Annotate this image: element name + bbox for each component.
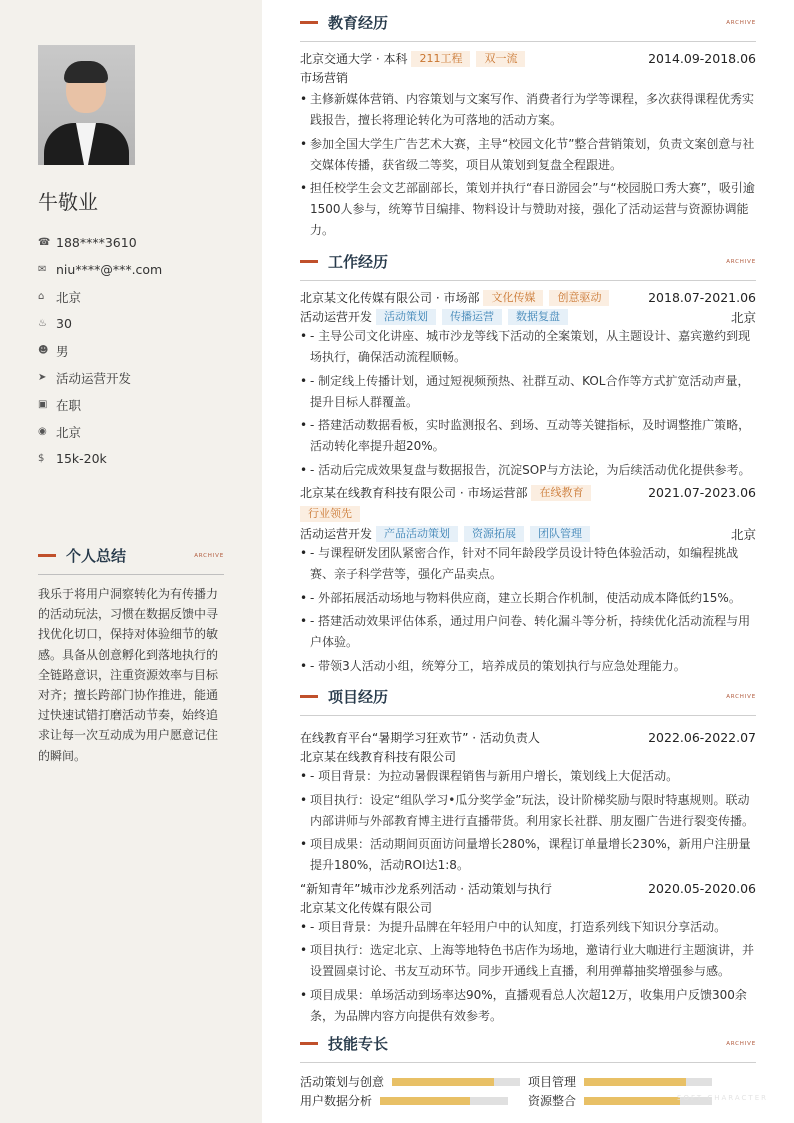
skill-item [300, 1092, 528, 1109]
summary-section [38, 545, 224, 766]
section-accent [300, 695, 318, 698]
project-date: 2022.06-2022.07 [648, 730, 756, 745]
skill-badge: 产品活动策划 [376, 526, 458, 542]
contact-text: 活动运营开发 [56, 370, 132, 386]
job-bullets [300, 543, 756, 677]
sidebar [0, 0, 262, 1123]
section-accent [300, 21, 318, 24]
job-role: 活动运营开发 [300, 527, 373, 541]
section-title: 技能专长 [328, 1035, 389, 1053]
contact-text: 男 [56, 343, 69, 359]
company-badge: 行业领先 [300, 506, 360, 522]
company-name: 北京某文化传媒有限公司 · 市场部 [300, 291, 480, 305]
contact-text: 30 [56, 316, 72, 331]
contact-text: 188****3610 [56, 235, 137, 250]
mail-icon: ✉ [38, 264, 47, 275]
candidate-name: 牛敬业 [38, 190, 98, 214]
divider [300, 41, 756, 42]
gender-icon: ☻ [38, 345, 49, 356]
skill-bar-fill [392, 1078, 494, 1086]
list-item: • - 项目背景：为提升品牌在年轻用户中的认知度，打造系列线下知识分享活动。 [300, 917, 756, 938]
skill-name: 资源整合 [528, 1094, 577, 1108]
skill-bar [584, 1078, 712, 1086]
list-item: • - 项目背景：为拉动暑假课程销售与新用户增长，策划线上大促活动。 [300, 766, 756, 787]
company-name: 北京某在线教育科技有限公司 · 市场运营部 [300, 486, 528, 500]
location-pin-icon: ◉ [38, 426, 47, 437]
project-entry [300, 728, 756, 876]
divider [300, 1062, 756, 1063]
summary-text: 我乐于将用户洞察转化为有传播力的活动玩法，习惯在数据反馈中寻找优化切口，保持对体验细节的敏感。具备从创意孵化到落地执行的全链路意识，注重资源效率与目标对齐；擅长跨部门协作推进，能通过快速试错打磨活动节奏，始终追求让每一次互动成为用户愿意记住的瞬间。 [38, 587, 219, 763]
contact-text: 15k-20k [56, 451, 107, 466]
section-title: 教育经历 [328, 14, 389, 32]
section-tag: ARCHIVE [726, 19, 756, 26]
skill-badge: 数据复盘 [508, 309, 568, 325]
education-section [300, 12, 756, 244]
divider [300, 715, 756, 716]
projects-section [300, 686, 756, 1029]
section-tag: ARCHIVE [726, 693, 756, 700]
contact-row [38, 310, 162, 337]
job-date: 2018.07-2021.06 [648, 290, 756, 305]
list-item: • - 主导公司文化讲座、城市沙龙等线下活动的全案策划，从主题设计、嘉宾邀约到现场执行，确保活动流程顺畅。 [300, 326, 756, 368]
company-badge: 文化传媒 [483, 290, 543, 306]
education-badge: 双一流 [476, 51, 525, 67]
list-item: • 项目执行：选定北京、上海等地特色书店作为场地，邀请行业大咖进行主题演讲，并设置圆桌讨论、书友互动环节。同步开通线上直播，利用弹幕抽奖增强参与感。 [300, 940, 756, 982]
project-date: 2020.05-2020.06 [648, 880, 756, 896]
job-entry [300, 483, 756, 677]
section-title: 个人总结 [66, 547, 127, 565]
list-item: • 项目执行：设定“组队学习•瓜分奖学金”玩法，设计阶梯奖励与限时特惠规则。联动内部讲师与外部教育博主进行直播带货。利用家长社群、朋友圈广告进行裂变传播。 [300, 790, 756, 832]
company-badge: 创意驱动 [549, 290, 609, 306]
salary-icon: $ [38, 453, 45, 464]
list-item: • 参加全国大学生广告艺术大赛，主导“校园文化节”整合营销策划，负责文案创意与社交媒体传播，获省级二等奖，项目从策划到复盘全程跟进。 [300, 134, 756, 176]
list-item: • - 带领3人活动小组，统筹分工，培养成员的策划执行与应急处理能力。 [300, 656, 756, 677]
list-item: • 项目成果：单场活动到场率达90%，直播观看总人次超12万，收集用户反馈300余条，为品牌内容方向提供有效参考。 [300, 985, 756, 1027]
project-entry [300, 879, 756, 1027]
project-bullets [300, 917, 756, 1027]
section-accent [300, 1042, 318, 1045]
list-item: • - 活动后完成效果复盘与数据报告，沉淀SOP与方法论，为后续活动优化提供参考。 [300, 460, 756, 481]
job-date: 2021.07-2023.06 [648, 485, 756, 500]
skill-badge: 团队管理 [530, 526, 590, 542]
contact-row [38, 229, 162, 256]
contact-text: 在职 [56, 397, 82, 413]
phone-icon: ☎ [38, 237, 51, 248]
contact-text: 北京 [56, 289, 82, 305]
section-tag: ARCHIVE [726, 258, 756, 265]
contact-row [38, 283, 162, 310]
education-date: 2014.09-2018.06 [648, 51, 756, 66]
job-role: 活动运营开发 [300, 310, 373, 324]
contact-row [38, 418, 162, 445]
list-item: • - 制定线上传播计划，通过短视频预热、社群互动、KOL合作等方式扩宽活动声量，提升目标人群覆盖。 [300, 371, 756, 413]
section-accent [38, 554, 56, 557]
company-badge: 在线教育 [531, 485, 591, 501]
skill-badge: 资源拓展 [464, 526, 524, 542]
list-item: • - 与课程研发团队紧密合作，针对不同年龄段学员设计特色体验活动，如编程挑战赛、亲子科学营等，强化产品卖点。 [300, 543, 756, 585]
major: 市场营销 [300, 71, 349, 85]
school-name: 北京交通大学 · 本科 [300, 52, 408, 66]
section-title: 工作经历 [328, 253, 389, 271]
skill-badge: 传播运营 [442, 309, 502, 325]
job-entry [300, 288, 756, 481]
list-item: • 担任校学生会文艺部副部长，策划并执行“春日游园会”与“校园脱口秀大赛”，吸引逾1500人参与，统筹节目编排、物料设计与赞助对接，强化了活动运营与资源协调能力。 [300, 178, 756, 241]
list-item: • 主修新媒体营销、内容策划与文案写作、消费者行为学等课程，多次获得课程优秀实践报告，擅长将理论转化为可落地的活动方案。 [300, 89, 756, 131]
send-icon: ➤ [38, 372, 47, 383]
skill-badge: 活动策划 [376, 309, 436, 325]
list-item: • - 搭建活动数据看板，实时监测报名、到场、互动等关键指标，及时调整推广策略，活动转化率提升超20%。 [300, 415, 756, 457]
contact-text: niu****@***.com [56, 262, 163, 277]
contact-text: 北京 [56, 424, 82, 440]
work-section [300, 251, 756, 679]
cake-icon: ♨ [38, 318, 47, 329]
section-title: 项目经历 [328, 688, 389, 706]
briefcase-icon: ▣ [38, 399, 48, 410]
job-city: 北京 [730, 309, 756, 325]
project-org: 北京某在线教育科技有限公司 [300, 750, 457, 764]
watermark: SOFT CHARACTER [677, 1094, 768, 1102]
divider [300, 280, 756, 281]
project-org: 北京某文化传媒有限公司 [300, 900, 433, 915]
skill-bar-fill [584, 1097, 680, 1105]
contact-row [38, 391, 162, 418]
section-tag: ARCHIVE [194, 552, 224, 559]
job-city: 北京 [730, 526, 756, 542]
education-bullets [300, 89, 756, 241]
profile-photo [38, 45, 135, 165]
list-item: • - 搭建活动效果评估体系，通过用户问卷、转化漏斗等分析，持续优化活动流程与用户体验。 [300, 611, 756, 653]
skill-name: 活动策划与创意 [300, 1075, 385, 1089]
list-item: • - 外部拓展活动场地与物料供应商，建立长期合作机制，使活动成本降低约15%。 [300, 588, 756, 609]
skill-name: 用户数据分析 [300, 1094, 373, 1108]
project-name: “新知青年”城市沙龙系列活动 · 活动策划与执行 [300, 881, 552, 896]
skill-bar-fill [380, 1097, 470, 1105]
contact-row [38, 256, 162, 283]
skill-bar [392, 1078, 520, 1086]
education-badge: 211工程 [411, 51, 470, 67]
contact-row [38, 445, 162, 472]
project-bullets [300, 766, 756, 876]
skill-item [300, 1073, 528, 1090]
section-tag: ARCHIVE [726, 1040, 756, 1047]
contact-info [38, 229, 162, 472]
home-icon: ⌂ [38, 291, 45, 302]
skill-item [528, 1073, 756, 1090]
list-item: • 项目成果：活动期间页面访问量增长280%，课程订单量增长230%，新用户注册量提升180%，活动ROI达1:8。 [300, 834, 756, 876]
section-accent [300, 260, 318, 263]
skill-bar-fill [584, 1078, 686, 1086]
contact-row [38, 337, 162, 364]
contact-row [38, 364, 162, 391]
skill-list [300, 1072, 756, 1110]
skill-bar [380, 1097, 508, 1105]
project-name: 在线教育平台“暑期学习狂欢节” · 活动负责人 [300, 731, 540, 745]
divider [38, 574, 224, 575]
skill-name: 项目管理 [528, 1075, 577, 1089]
job-bullets [300, 326, 756, 481]
